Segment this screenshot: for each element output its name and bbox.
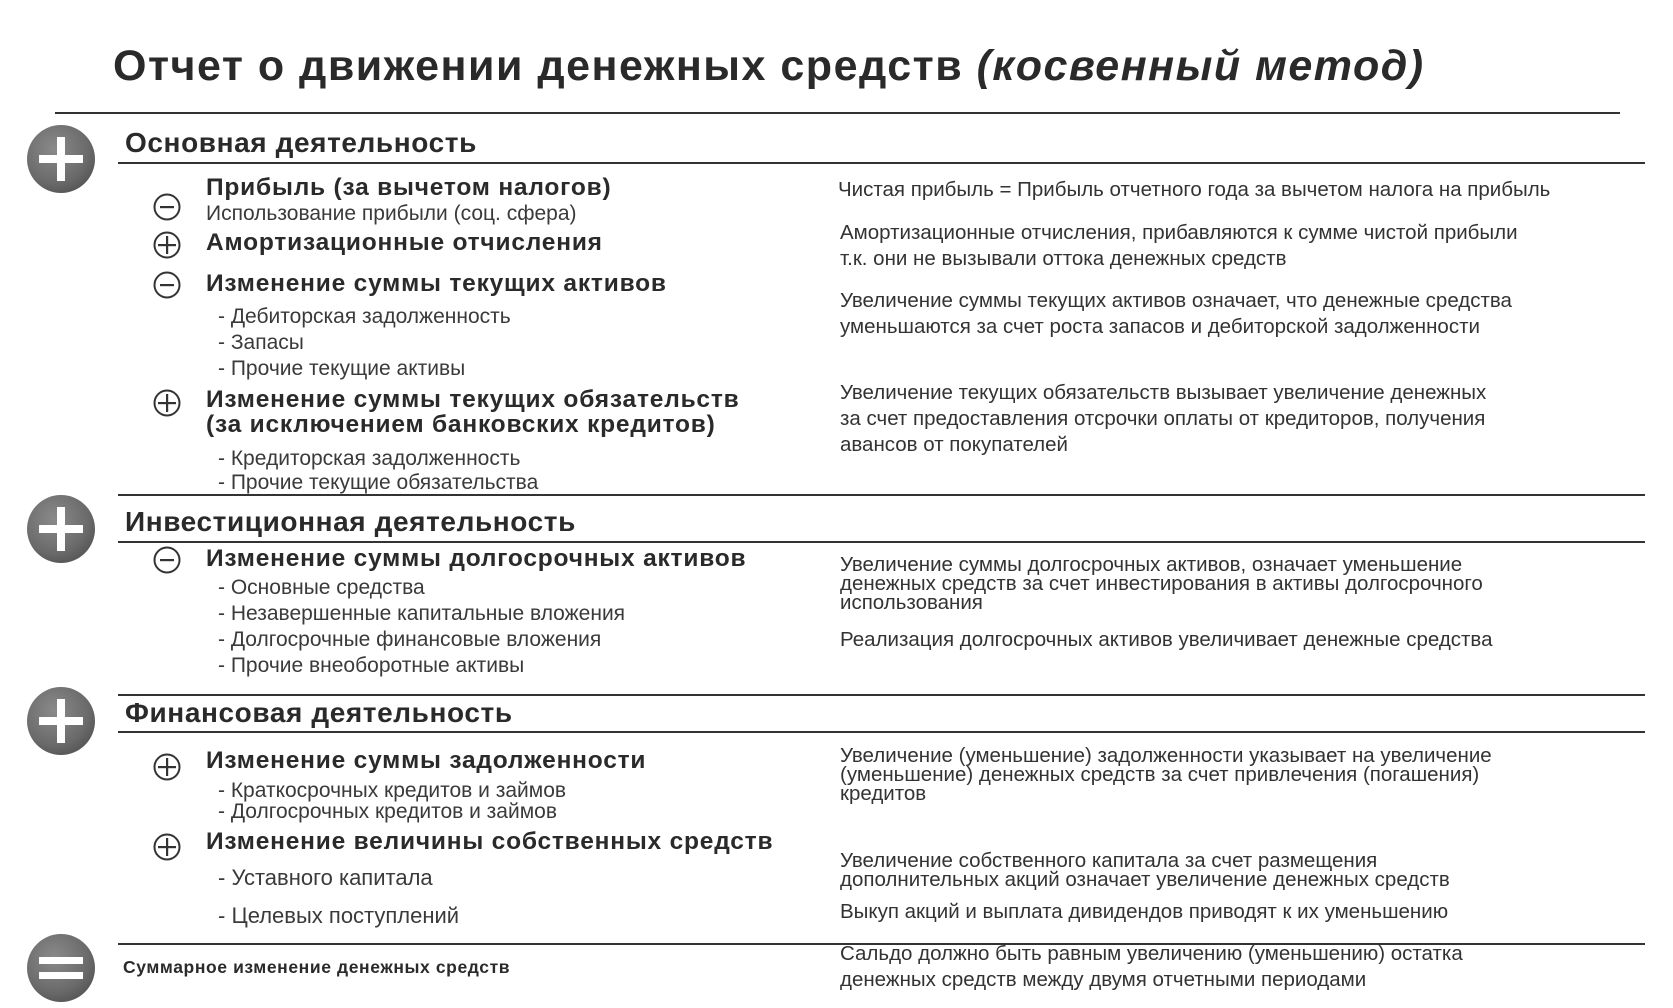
debt-desc-2: (уменьшение) денежных средств за счет привлечения (погашения) [840, 763, 1480, 786]
list-item: - Запасы [218, 331, 304, 354]
title-main: Отчет о движении денежных средств [113, 42, 964, 90]
title-rule [55, 112, 1620, 114]
debt-label: Изменение суммы задолженности [206, 747, 647, 774]
list-item: - Целевых поступлений [218, 903, 460, 928]
operating-rule [118, 162, 1645, 164]
list-item: - Долгосрочных кредитов и займов [218, 800, 557, 823]
debt-desc-3: кредитов [840, 782, 927, 805]
current-assets-desc-1: Увеличение суммы текущих активов означает, что денежные средства [840, 289, 1512, 312]
total-desc-2: денежных средств между двумя отчетными периодами [840, 968, 1367, 991]
list-item: - Дебиторская задолженность [218, 305, 511, 328]
investing-top-rule [118, 494, 1645, 496]
plus-circle-icon [26, 124, 96, 194]
plus-circle-icon [26, 494, 96, 564]
long-assets-desc-2: денежных средств за счет инвестирования в активы долгосрочного [840, 572, 1483, 595]
investing-heading: Инвестиционная деятельность [125, 506, 576, 537]
list-item: - Основные средства [218, 576, 425, 599]
minus-outline-icon [152, 545, 182, 575]
list-item: - Прочие внеоборотные активы [218, 654, 525, 677]
profit-label: Прибыль (за вычетом налогов) [206, 174, 612, 201]
depreciation-desc-1: Амортизационные отчисления, прибавляются к сумме чистой прибыли [840, 221, 1518, 244]
list-item: - Кредиторская задолженность [218, 447, 521, 470]
operating-heading: Основная деятельность [125, 127, 477, 158]
current-assets-label: Изменение суммы текущих активов [206, 270, 667, 297]
total-desc-1: Сальдо должно быть равным увеличению (уменьшению) остатка [840, 942, 1463, 965]
equity-label: Изменение величины собственных средств [206, 828, 774, 855]
list-item: - Долгосрочные финансовые вложения [218, 628, 602, 651]
plus-outline-icon [152, 388, 182, 418]
list-item: - Незавершенные капитальные вложения [218, 602, 626, 625]
long-assets-desc-4: Реализация долгосрочных активов увеличивает денежные средства [840, 628, 1493, 651]
minus-outline-icon [152, 192, 182, 222]
long-assets-label: Изменение суммы долгосрочных активов [206, 545, 747, 572]
equals-circle-icon [26, 933, 96, 1003]
list-item: - Краткосрочных кредитов и займов [218, 779, 567, 802]
equity-desc-1: Увеличение собственного капитала за счет размещения [840, 849, 1378, 872]
current-liabilities-label-2: (за исключением банковских кредитов) [206, 411, 716, 438]
current-liabilities-desc-3: авансов от покупателей [840, 433, 1068, 456]
list-item: - Уставного капитала [218, 865, 433, 890]
current-assets-desc-2: уменьшаются за счет роста запасов и дебиторской задолженности [840, 315, 1480, 338]
profit-desc: Чистая прибыль = Прибыль отчетного года за вычетом налога на прибыль [838, 178, 1551, 201]
plus-outline-icon [152, 832, 182, 862]
plus-circle-icon [26, 686, 96, 756]
current-liabilities-desc-1: Увеличение текущих обязательств вызывает увеличение денежных [840, 381, 1487, 404]
plus-outline-icon [152, 752, 182, 782]
profit-sub: Использование прибыли (соц. сфера) [206, 202, 577, 225]
financing-heading: Финансовая деятельность [125, 697, 513, 728]
depreciation-desc-2: т.к. они не вызывали оттока денежных средств [840, 247, 1287, 270]
financing-rule [118, 731, 1645, 733]
financing-top-rule [118, 694, 1645, 696]
current-liabilities-label-1: Изменение суммы текущих обязательств [206, 386, 740, 413]
depreciation-label: Амортизационные отчисления [206, 229, 603, 256]
minus-outline-icon [152, 270, 182, 300]
equity-desc-3: Выкуп акций и выплата дивидендов приводят к их уменьшению [840, 900, 1449, 923]
long-assets-desc-3: использования [840, 591, 983, 614]
list-item: - Прочие текущие активы [218, 357, 466, 380]
title-method: (косвенный метод) [976, 42, 1425, 90]
investing-rule [118, 541, 1645, 543]
equity-desc-2: дополнительных акций означает увеличение денежных средств [840, 868, 1450, 891]
page-title [113, 42, 1425, 91]
long-assets-desc-1: Увеличение суммы долгосрочных активов, означает уменьшение [840, 553, 1463, 576]
list-item: - Прочие текущие обязательства [218, 471, 539, 494]
debt-desc-1: Увеличение (уменьшение) задолженности указывает на увеличение [840, 744, 1492, 767]
total-label: Суммарное изменение денежных средств [123, 957, 511, 977]
current-liabilities-desc-2: за счет предоставления отсрочки оплаты от кредиторов, получения [840, 407, 1486, 430]
plus-outline-icon [152, 230, 182, 260]
